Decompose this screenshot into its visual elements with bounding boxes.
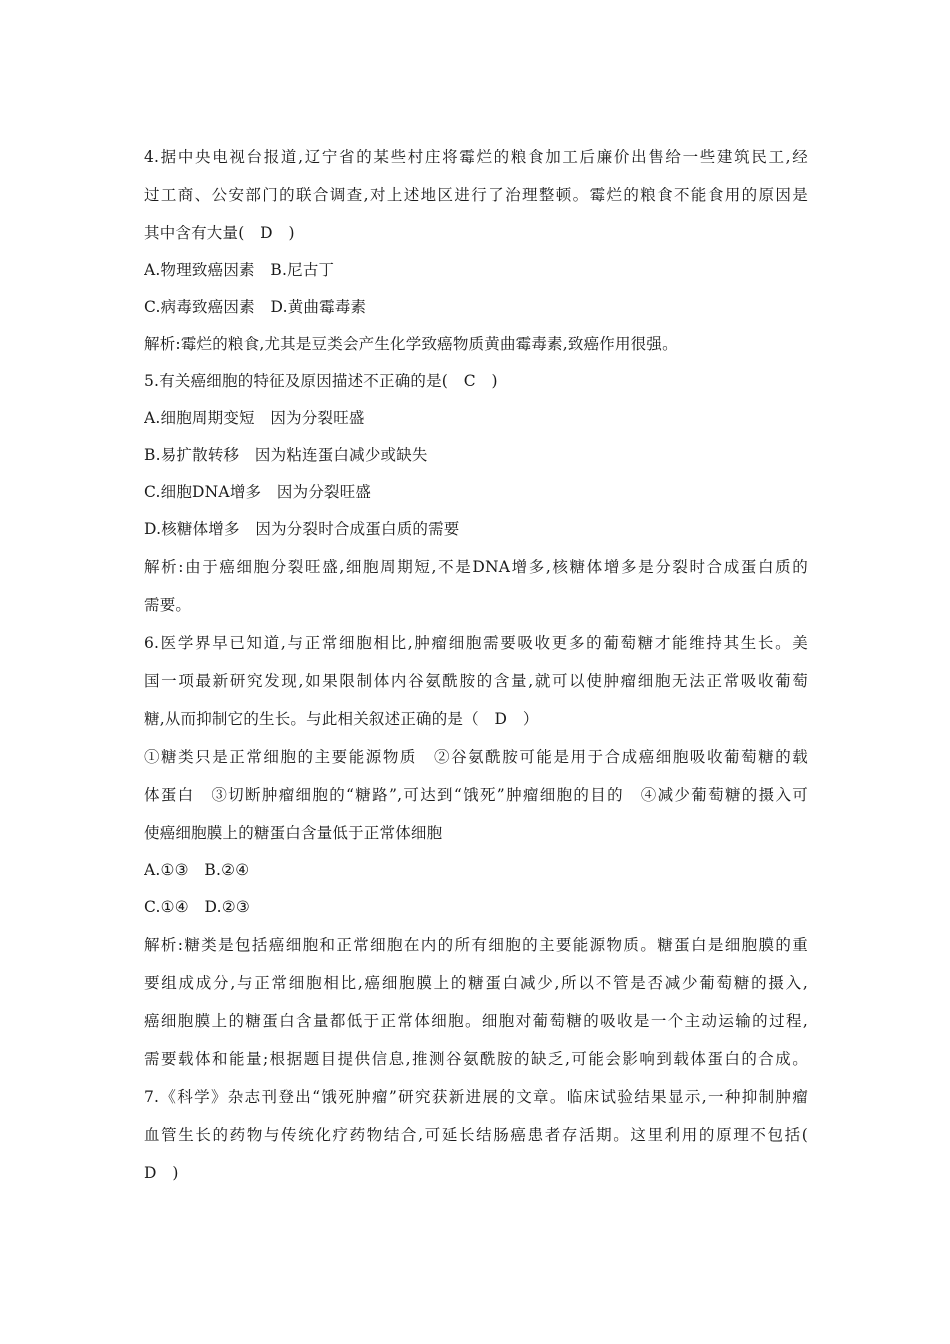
q4-option-row-ab: A.物理致癌因素 B.尼古丁 [144,261,335,279]
q6-stem-line-1: 6.医学界早已知道,与正常细胞相比,肿瘤细胞需要吸收更多的葡萄糖才能维持其生长。美 [144,634,808,652]
q6-option-row-cd: C.①④ D.②③ [144,898,250,916]
q5-option-d: D.核糖体增多 因为分裂时合成蛋白质的需要 [144,520,460,538]
question-5 [144,363,808,624]
q6-stem-line-3: 糖,从而抑制它的生长。与此相关叙述正确的是（ D ） [144,710,539,728]
q5-option-c: C.细胞DNA增多 因为分裂旺盛 [144,483,372,501]
q6-analysis-line-1: 解析:糖类是包括癌细胞和正常细胞在内的所有细胞的主要能源物质。糖蛋白是细胞膜的重 [144,936,808,954]
q6-analysis-line-4: 需要载体和能量;根据题目提供信息,推测谷氨酰胺的缺乏,可能会影响到载体蛋白的合成。 [144,1050,808,1068]
q6-analysis-line-3: 癌细胞膜上的糖蛋白含量都低于正常体细胞。细胞对葡萄糖的吸收是一个主动运输的过程, [144,1012,808,1030]
q4-stem-line-2: 过工商、公安部门的联合调查,对上述地区进行了治理整顿。霉烂的粮食不能食用的原因是 [144,186,808,204]
q4-option-row-cd: C.病毒致癌因素 D.黄曲霉毒素 [144,298,367,316]
q5-analysis-line-1: 解析:由于癌细胞分裂旺盛,细胞周期短,不是DNA增多,核糖体增多是分裂时合成蛋白质的 [144,558,808,576]
q5-stem: 5.有关癌细胞的特征及原因描述不正确的是( C ) [144,372,498,390]
question-6 [144,624,808,1078]
question-7 [144,1078,808,1192]
q4-stem-line-1: 4.据中央电视台报道,辽宁省的某些村庄将霉烂的粮食加工后廉价出售给一些建筑民工,经 [144,148,808,166]
document-page [144,138,808,1192]
q7-stem-line-2: 血管生长的药物与传统化疗药物结合,可延长结肠癌患者存活期。这里利用的原理不包括( [144,1126,808,1144]
q7-stem-line-1: 7.《科学》杂志刊登出“饿死肿瘤”研究获新进展的文章。临床试验结果显示,一种抑制肿瘤 [144,1088,808,1106]
q6-statement-line-2: 体蛋白 ③切断肿瘤细胞的“糖路”,可达到“饿死”肿瘤细胞的目的 ④减少葡萄糖的摄入可 [144,786,808,804]
q6-statement-line-1: ①糖类只是正常细胞的主要能源物质 ②谷氨酰胺可能是用于合成癌细胞吸收葡萄糖的载 [144,748,808,766]
q6-statement-line-3: 使癌细胞膜上的糖蛋白含量低于正常体细胞 [144,824,443,842]
q5-option-b: B.易扩散转移 因为粘连蛋白减少或缺失 [144,446,428,464]
q7-stem-line-3: D ) [144,1164,179,1182]
q6-analysis-line-2: 要组成成分,与正常细胞相比,癌细胞膜上的糖蛋白减少,所以不管是否减少葡萄糖的摄入, [144,974,808,992]
question-4 [144,138,808,363]
q4-analysis: 解析:霉烂的粮食,尤其是豆类会产生化学致癌物质黄曲霉毒素,致癌作用很强。 [144,335,678,353]
q6-stem-line-2: 国一项最新研究发现,如果限制体内谷氨酰胺的含量,就可以使肿瘤细胞无法正常吸收葡萄 [144,672,808,690]
q5-option-a: A.细胞周期变短 因为分裂旺盛 [144,409,365,427]
q5-analysis-line-2: 需要。 [144,596,192,614]
q4-stem-line-3: 其中含有大量( D ) [144,224,295,242]
q6-option-row-ab: A.①③ B.②④ [144,861,250,879]
